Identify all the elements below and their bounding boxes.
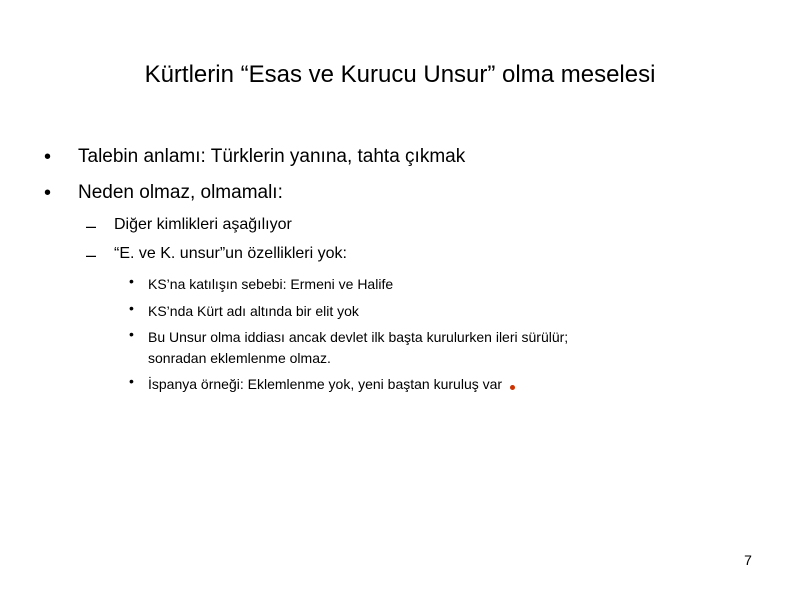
subsubbullet-text: KS’nda Kürt adı altında bir elit yok <box>148 303 359 319</box>
dash-glyph: – <box>86 216 97 236</box>
subsubbullet-text: sonradan eklemlenme olmaz. <box>148 350 331 366</box>
bullet-glyph: • <box>44 182 52 204</box>
subsubbullet-text <box>148 373 515 396</box>
bullet-glyph: • <box>129 300 134 316</box>
slide-number: 7 <box>744 552 752 568</box>
bullet-glyph: • <box>129 273 134 289</box>
subsubbullet-text-content: İspanya örneği: Eklemlenme yok, yeni baştan kuruluş var <box>148 376 503 392</box>
bullet-glyph: • <box>44 146 52 168</box>
bullet-glyph: • <box>129 373 134 389</box>
dash-glyph: – <box>86 245 97 265</box>
bullet-glyph: • <box>129 326 134 342</box>
bullet-text: Neden olmaz, olmamalı: <box>78 182 283 203</box>
red-dot-icon <box>510 385 515 390</box>
subbullet-text: “E. ve K. unsur”un özellikleri yok: <box>114 245 347 262</box>
subsubbullet-text: KS’na katılışın sebebi: Ermeni ve Halife <box>148 276 394 292</box>
slide-title: Kürtlerin “Esas ve Kurucu Unsur” olma meselesi <box>144 61 656 88</box>
subbullet-text: Diğer kimlikleri aşağılıyor <box>114 216 292 233</box>
bullet-text: Talebin anlamı: Türklerin yanına, tahta çıkmak <box>78 146 466 167</box>
subsubbullet-text: Bu Unsur olma iddiası ancak devlet ilk başta kurulurken ileri sürülür; <box>148 329 569 345</box>
